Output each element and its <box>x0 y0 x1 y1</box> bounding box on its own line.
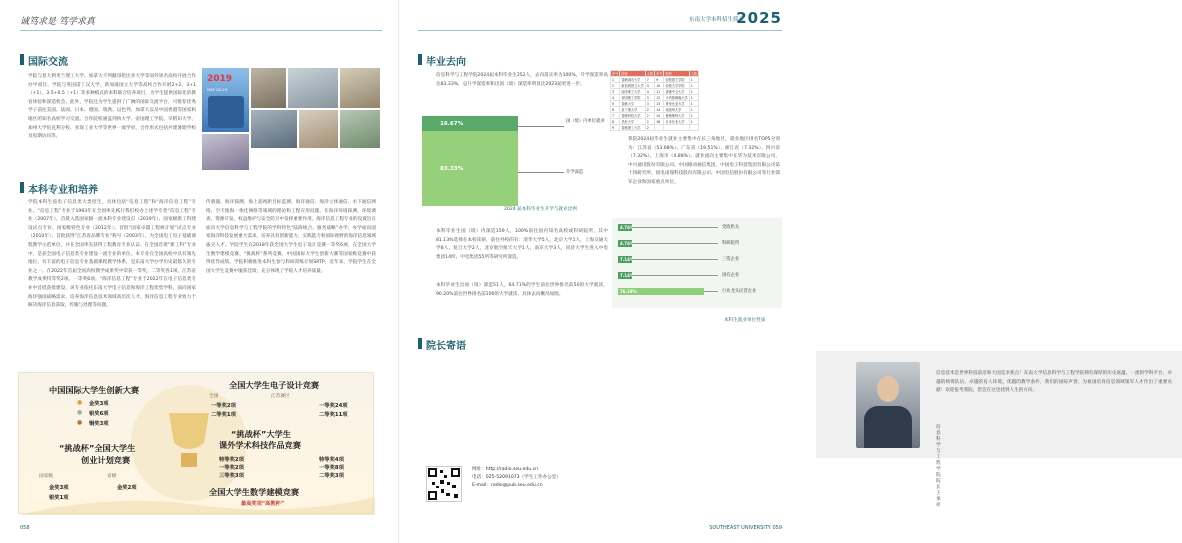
table-cell: 1 <box>611 77 620 83</box>
employer-type-value: 76.19% <box>620 289 637 294</box>
ecomp-first-national: 一等奖2项 <box>211 403 236 409</box>
tzb-first-r: 一等奖8项 <box>319 465 344 471</box>
table-cell: 序号 <box>612 72 619 76</box>
tzb-second-r: 二等奖3项 <box>319 473 344 479</box>
table-cell: 1 <box>689 95 698 101</box>
meeting-photo <box>340 68 380 108</box>
table-cell: 12 <box>655 95 664 101</box>
table-cell: 2 <box>645 107 654 113</box>
ecomp-second-jiangsu: 二等奖11项 <box>319 412 348 418</box>
table-cell <box>664 125 689 131</box>
table-cell: 1 <box>689 89 698 95</box>
employ-value: 16.67% <box>440 120 464 127</box>
destination-body2: 本科毕业生出国（境）深造51人，64.71%的学生前往世界排名前50的大学就读，90.20%前往世界排名前100的大学就读，具体去向概况如图。 <box>436 283 608 297</box>
share-chart-caption: 2024 届本科毕业生升学与就业比例 <box>504 207 577 212</box>
destination-intro: 信息科学与工程学院2024届本科毕业生252人，去向落实率为100%，升学深造率高达83.33%，总升学深造率和出国（境）深造率明显比2023届更进一步。 <box>436 73 608 87</box>
ecomp-first-jiangsu: 一等奖24项 <box>319 403 348 409</box>
ecomp-title: 全国大学生电子设计竞赛 <box>229 380 320 390</box>
employer-type-value: 7.14% <box>620 273 634 278</box>
employer-type-value: 7.14% <box>620 257 634 262</box>
table-cell: 4 <box>645 89 654 95</box>
header-rule <box>20 30 382 31</box>
table-cell: 南洋理工大学 <box>620 89 645 95</box>
employer-type-caption: 本科生就业单位性质 <box>724 318 766 323</box>
medal-icon: ● <box>77 419 83 426</box>
study-value: 83.33% <box>440 165 464 172</box>
table-cell: 伦敦大学学院 <box>664 83 689 89</box>
table-cell: 香港科技大学 <box>620 113 645 119</box>
table-cell: 帝国理工学院 <box>620 95 645 101</box>
table-cell: 6 <box>611 107 620 113</box>
table-cell: 1 <box>689 119 698 125</box>
destination-title: 毕业去向 <box>426 57 466 68</box>
contact-info <box>472 466 561 491</box>
table-cell: 7 <box>611 113 620 119</box>
table-cell: 序号 <box>656 72 663 76</box>
awards-poster <box>18 372 374 514</box>
challenge-gold-provincial: 金奖2项 <box>117 485 137 491</box>
tzb-first: 一等奖2项 <box>219 465 244 471</box>
medal-icon: ● <box>77 409 83 416</box>
ecomp-second-national: 二等奖1项 <box>211 412 236 418</box>
table-cell: 人数 <box>690 72 698 76</box>
table-cell: 香港大学 <box>620 101 645 107</box>
employer-type-label: 党政机关 <box>722 225 740 230</box>
poster-date: MAY 26-29 <box>207 87 228 92</box>
table-cell: 香港城市大学 <box>620 77 645 83</box>
gold-award: 金奖3项 <box>89 401 109 407</box>
leader-line <box>704 291 718 292</box>
tzb-third: 三等奖3项 <box>219 473 244 479</box>
employer-type-label: 行业龙头民营企业 <box>722 289 757 294</box>
leader-line <box>632 259 718 260</box>
employer-type-chart <box>612 218 782 308</box>
tzb-title-a: “挑战杯”大学生 <box>231 429 291 439</box>
employ-label: 国（境）内单位就业 <box>566 119 605 124</box>
leader-line <box>632 275 718 276</box>
employer-type-label: 三资企业 <box>722 257 740 262</box>
table-cell: 3 <box>645 101 654 107</box>
university-table <box>610 70 728 132</box>
table-cell: 日本东北大学 <box>664 119 689 125</box>
table-cell: 5 <box>611 101 620 107</box>
intl-title: 国际交流 <box>28 57 68 68</box>
challenge-gold: 金奖3项 <box>49 485 69 491</box>
table-row <box>611 125 699 131</box>
contact-phone: 电话：025-52091073（学生工作办公室） <box>472 475 561 481</box>
header-rule <box>418 30 782 31</box>
employer-type-label: 科研院所 <box>722 241 740 246</box>
table-cell: 1 <box>689 107 698 113</box>
challenge-provincial-label: 省级 <box>107 474 117 479</box>
employer-type-label: 国有企业 <box>722 273 740 278</box>
table-cell: 卡内基梅隆大学 <box>665 96 688 100</box>
university-table-grid <box>610 70 699 131</box>
table-cell: 11 <box>655 89 664 95</box>
table-cell: 香港理工大学 <box>620 125 645 131</box>
table-cell: 人数 <box>646 72 654 76</box>
table-cell: 3 <box>611 89 620 95</box>
leader-line <box>632 227 718 228</box>
table-cell: 2 <box>645 125 654 131</box>
header-year: 2025 <box>736 9 782 27</box>
math-title: 全国大学生数学建模竞赛 <box>209 487 300 497</box>
dean-quote: 信息技术是世界科技前沿和大国竞争焦点！东南大学信息科学与工程学院拥有深厚的历史底蕴、一流的学科平台、卓越的师资队伍、卓越的育人环境。优越的教学条件，我们的国际声誉，为祖国培育信息领域领军人才作出了重要贡献！欢迎报考我院，您会在这里找到人生的方向。 <box>936 371 1172 394</box>
table-cell: 8 <box>611 119 620 125</box>
page-number-left: 058 <box>20 525 30 531</box>
job-text: 我院2024届毕业生就业主要集中在长三角地区，就业地区排名TOP5分别为：江苏省（53.68%）、广东省（19.51%）、浙江省（7.32%）、四川省（7.32%）、上海市（4.88%）。就业流向主要集中在华为技术有限公司、中兴通讯股份有限公司、中国移动通信集团、中国电子科技集团有限公司第十四研究所、国电南瑞科技股份有限公司、中国电信股份有限公司等行业领军企业和国家重点单位。 <box>628 137 780 185</box>
contact-site[interactable]: 网址：http://radio.seu.edu.cn <box>472 467 539 472</box>
innovation-title: 中国国际大学生创新大赛 <box>49 385 140 395</box>
medal-icon: ● <box>77 399 83 406</box>
table-cell: 13 <box>655 101 664 107</box>
brand-name: 东南大学本科招生简章 <box>688 17 744 23</box>
employer-type-value: 4.76% <box>620 225 634 230</box>
dean-portrait <box>856 362 920 448</box>
section-marker <box>20 54 24 65</box>
table-cell: 悉尼大学 <box>620 119 645 125</box>
section-marker <box>418 338 422 349</box>
table-cell: 4 <box>645 83 654 89</box>
contact-email[interactable]: E-mail：radio@pub.seu.edu.cn <box>472 483 543 489</box>
share-chart <box>422 116 518 206</box>
math-sub: 最高奖项“高教杯” <box>241 501 285 507</box>
tzb-title-b: 课外学术科技作品竞赛 <box>219 440 301 450</box>
table-cell: 爱丁堡大学 <box>620 107 645 113</box>
table-cell: 香港中文大学 <box>664 89 689 95</box>
challenge-silver: 银奖1项 <box>49 495 69 501</box>
table-cell: 2 <box>611 83 620 89</box>
dean-signature: 信息科学与工程学院院长 王承祥 <box>936 425 941 508</box>
table-cell: 14 <box>655 107 664 113</box>
section-marker <box>418 54 422 65</box>
table-cell: 1 <box>689 101 698 107</box>
qr-code-icon <box>426 466 462 502</box>
table-cell <box>689 125 698 131</box>
poster-year: 2019 <box>207 74 233 84</box>
challenge-title-a: “挑战杯”全国大学生 <box>59 443 136 453</box>
leader-line <box>632 243 718 244</box>
challenge-national-label: 国家级 <box>39 474 54 479</box>
left-page <box>0 0 400 543</box>
table-cell: 院校 <box>664 71 689 77</box>
major-col2: 传感器、海洋探测、海上超视距目标监测、海洋通信、海洋立体通信、水下通信网络、空天地海一体化网络等领域的理论和工程应用问题，在海洋环境探测、环境调查、资源开发、权益维护与安全防卫中发挥重要作用。海洋信息工程专业的设置旨在面向大学信息科学与工程学院的学科特色“陆海统合、服务战略”办学，办学面向国家海洋科技发展重大需求，培养具有创新能力、实践能力和国际视野的海洋信息领域拔尖人才。学院学生在2018年获全国大学生电子设计竞赛一等奖6项，在全国大学生数学建模竞赛、“挑战杯”系列竞赛、中国国际大学生创新大赛等国家级竞赛中获得优异成绩。学院积极推进本科生参与科研训练计划SRTP，近年来，学院学生在全国大学生竞赛中屡获佳绩，充分体现了学院人才培养质量。 <box>206 200 376 274</box>
lecture-photo <box>251 68 286 108</box>
table-cell: 2 <box>645 119 654 125</box>
conference-poster-photo <box>202 68 249 132</box>
table-cell: 1 <box>689 83 698 89</box>
visit-photo <box>299 110 338 148</box>
dean-title: 院长寄语 <box>426 341 466 352</box>
employer-type-value: 4.76% <box>620 241 634 246</box>
challenge-title-b: 创业计划竞赛 <box>81 455 131 465</box>
silver-award: 银奖6项 <box>89 411 109 417</box>
school-motto: 诚笃求是 笃学求真 <box>20 17 95 27</box>
table-cell: 10 <box>655 83 664 89</box>
study-segment <box>422 131 518 206</box>
table-cell: 7 <box>645 77 654 83</box>
table-cell: 院校 <box>620 71 645 77</box>
table-cell: 南加州大学 <box>664 107 689 113</box>
table-cell: 9 <box>655 77 664 83</box>
qr-code-graphic <box>427 467 461 501</box>
table-cell: 16 <box>655 119 664 125</box>
intl-body: 学院与意大利米兰理工大学、加拿大不列颠哥伦比亚大学等国外知名高校开展合作办学项目。学院与英国诺丁汉大学、新加坡国立大学等高校合作开展2+2、3+1（+1）、3.5+0.5（+1）等多种模式的本科联合培养项目，为学生提供国际化的教育体验和深造机会。此外，学院还为学生提供了广阔的国际交流平台，可推荐优秀学子前往美国、法国、日本、德国、瑞典、以色列、加拿大以及中国香港等国家和地区的知名高校学习交流。合作院校涵盖剑桥大学、帝国理工学院、早稻田大学、加州大学伯克利分校、亚琛工业大学等世界一流学府，合作形式包括共建暑期学校及短期访问等。 <box>28 74 196 140</box>
tzb-special-r: 特等奖4项 <box>319 457 344 463</box>
ecomp-jiangsu-label: 江苏赛区 <box>271 394 290 399</box>
group-photo-1 <box>288 68 338 108</box>
table-cell: 1 <box>689 77 698 83</box>
table-cell <box>655 125 664 131</box>
table-cell: 1 <box>689 113 698 119</box>
tzb-special: 特等奖2项 <box>219 457 244 463</box>
classroom-photo <box>251 110 297 148</box>
group-photo-2 <box>340 110 380 148</box>
major-col1: 学院本科生按电子信息类大类招生，具体包括“信息工程”和“海洋信息工程”专业。“信息工程”专业于1993年在全国率先践行我们校办上述学专类“信息工程”专业（2007年），首批入选国家级一流本科专业建设点（2019年）、国家级新工科建设试点专业、国家级特色专业（2012年）、首批“国家卓越工程师计划”试点专业（2010年）、首批获得“江苏省品牌专业”称号（2003年），为全国电工电子基础课程教学示范单位，并在全国率先获得工程教育专业认证。在全国首批“新工科”专业中，是获全国电子信息类专业建设一流专业的单位。本专业在全国高校中具有领先地位，有丰富的电子信息专业基础课程教学体系，是东南大学办学历史最悠久的专业之一。在2022年首届全国高校教学成果奖中荣获一等奖、二等奖各1项、江苏省教学成果特等奖2项、一等奖6项。“海洋信息工程”专业于2022年在电子信息类专业中首批获批建设，该专业依托东南大学电子信息和海洋工程优势学科，面向国家海洋强国战略需求，培养海洋信息技术领域高层次人才。海洋信息工程专业致力于解决海洋信息获取、传输与处理等问题。 <box>28 200 196 309</box>
employ-segment <box>422 116 518 131</box>
table-cell: 15 <box>655 113 664 119</box>
forum-photo <box>202 134 249 170</box>
page-number-right: SOUTHEAST UNIVERSITY 059 <box>709 525 782 531</box>
table-cell: 2 <box>645 113 654 119</box>
table-cell: 新加坡国立大学 <box>621 84 644 88</box>
table-cell: 4 <box>611 95 620 101</box>
table-cell: 3 <box>645 95 654 101</box>
right-page <box>400 0 1172 543</box>
study-label: 升学深造 <box>566 170 584 175</box>
bronze-award: 铜奖3项 <box>89 421 109 427</box>
table-cell: 伦敦国王学院 <box>664 77 689 83</box>
ecomp-national-label: 全国 <box>209 394 219 399</box>
table-cell: 9 <box>611 125 620 131</box>
section-marker <box>20 182 24 193</box>
table-cell: 哥伦比亚大学 <box>664 101 689 107</box>
major-title: 本科专业和培养 <box>28 185 98 196</box>
destination-body: 本科毕业生国（境）内深造159人，100%前往国内知名高校或科研院所，其中81.13%选择在本校读研，前往外校的有：清华大学5人，北京大学1人，上海交通大学8人，复旦大学2人，北京航空航天大学1人，南京大学3人，同济大学生进入中电集团14所、中电集团55所等研究所深造。 <box>436 229 608 260</box>
table-cell: 曼彻斯特大学 <box>664 113 689 119</box>
